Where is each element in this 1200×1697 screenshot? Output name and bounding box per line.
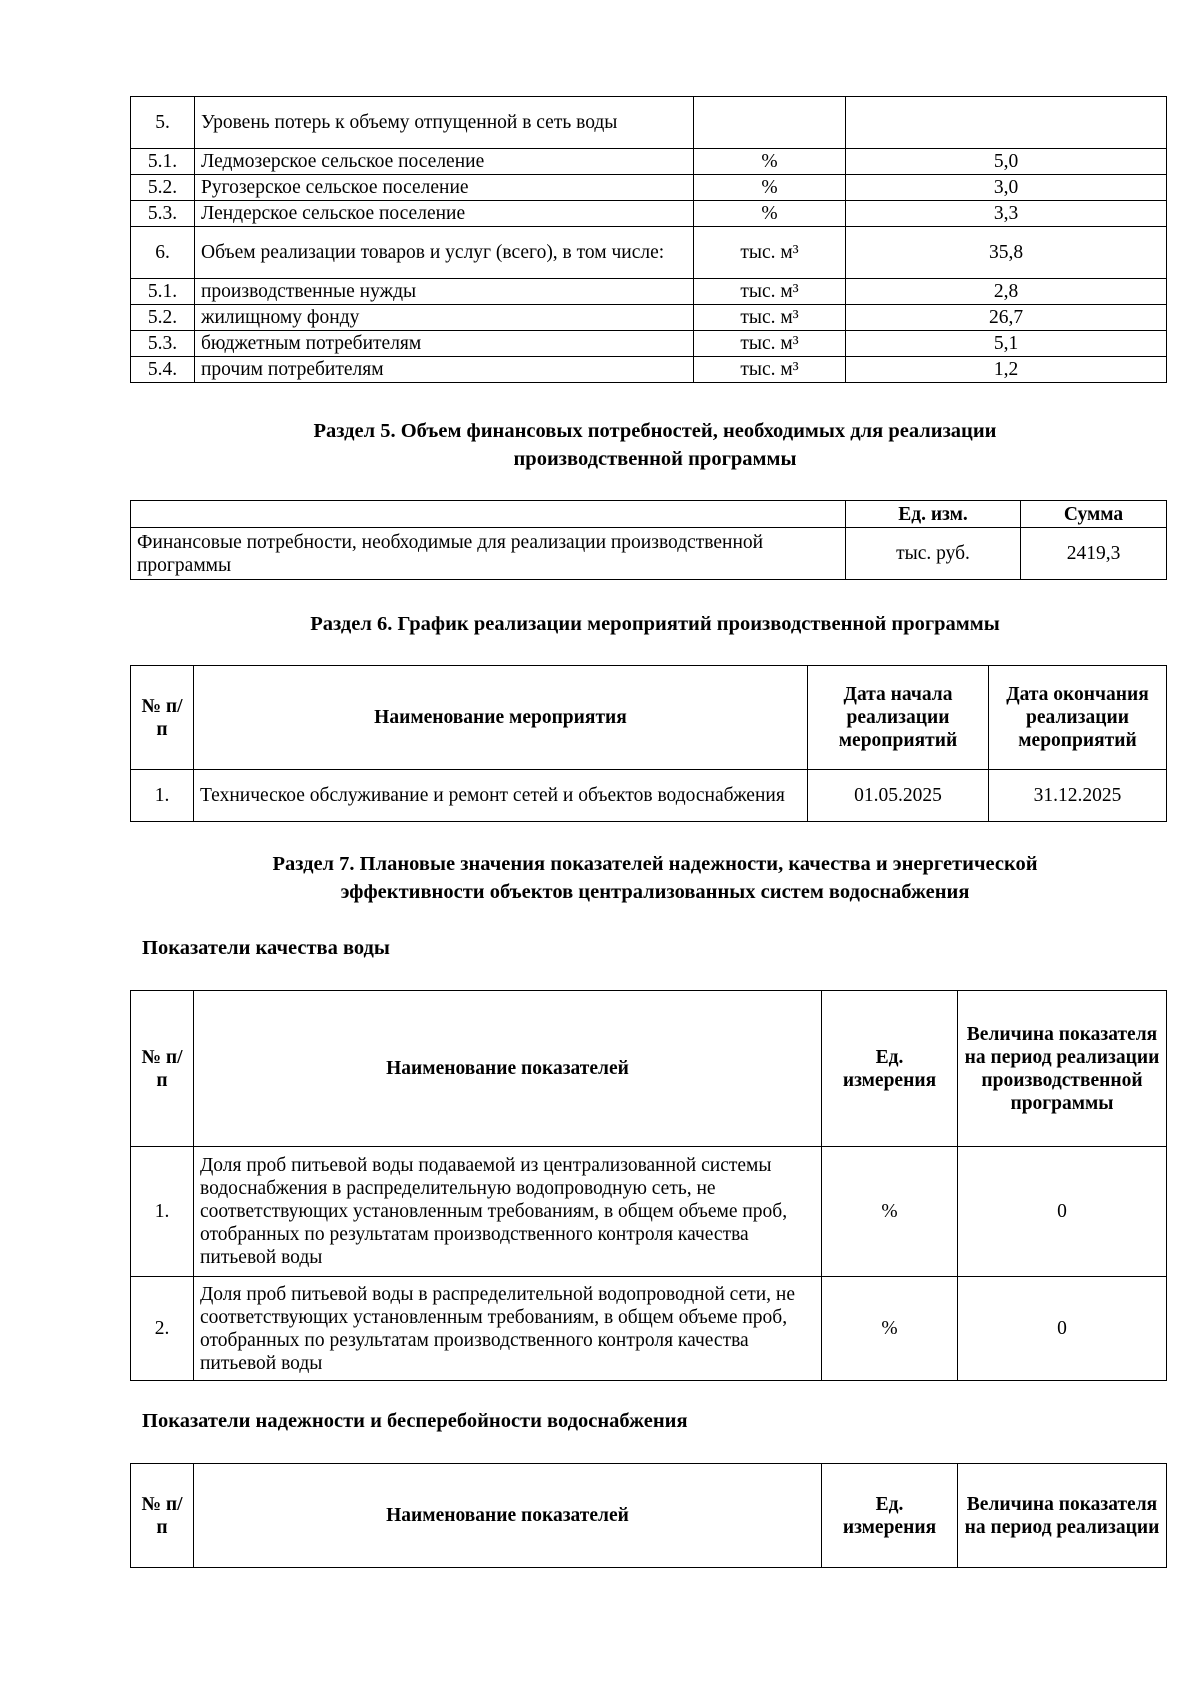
quality-header-num: № п/п [131,991,194,1147]
row-unit: % [694,201,846,227]
quality-header-value: Величина показателя на период реализации производственной программы [958,991,1167,1147]
schedule-header-row [131,666,1167,770]
schedule-header-num: № п/п [131,666,194,770]
row-unit: тыс. м³ [694,227,846,279]
financial-row [131,528,1167,580]
section5-title-line1: Раздел 5. Объем финансовых потребностей, необходимых для реализации [313,420,997,442]
row-unit: тыс. м³ [694,279,846,305]
schedule-header-end: Дата окончания реализации мероприятий [989,666,1167,770]
row-num: 5.3. [131,201,195,227]
row-num: 5.3. [131,331,195,357]
table-row [131,331,1167,357]
section5-title-line2: производственной программы [513,447,797,470]
quality-row [131,1277,1167,1381]
table-row [131,175,1167,201]
section7-title-line1: Раздел 7. Плановые значения показателей надежности, качества и энергетической [272,853,1038,875]
reliability-header-row [131,1464,1167,1568]
quality-row-num: 1. [131,1147,194,1277]
row-unit: % [694,149,846,175]
losses-sales-table [130,96,1167,383]
row-name: Уровень потерь к объему отпущенной в сеть воды [195,97,694,149]
row-name: Объем реализации товаров и услуг (всего), в том числе: [195,227,694,279]
reliability-heading: Показатели надежности и бесперебойности водоснабжения [142,1410,688,1432]
schedule-row [131,770,1167,822]
financial-header-row [131,501,1167,528]
quality-header-unit: Ед. измерения [822,991,958,1147]
row-value: 3,3 [846,201,1167,227]
schedule-header-start: Дата начала реализации мероприятий [808,666,989,770]
reliability-header-name: Наименование показателей [194,1464,822,1568]
row-unit: % [694,175,846,201]
row-value: 2,8 [846,279,1167,305]
table-row [131,97,1167,149]
section6-title [120,611,1190,639]
quality-row [131,1147,1167,1277]
quality-header-name: Наименование показателей [194,991,822,1147]
row-name: прочим потребителям [195,357,694,383]
row-name: Лендерское сельское поселение [195,201,694,227]
row-num: 6. [131,227,195,279]
row-num: 5. [131,97,195,149]
schedule-header-name: Наименование мероприятия [194,666,808,770]
section6-title-text: Раздел 6. График реализации мероприятий производственной программы [310,613,1000,635]
row-value: 5,1 [846,331,1167,357]
row-num: 5.4. [131,357,195,383]
table-row [131,201,1167,227]
row-name: жилищному фонду [195,305,694,331]
quality-header-row [131,991,1167,1147]
quality-row-value: 0 [958,1147,1167,1277]
losses-table-body [131,97,1167,383]
section5-title [120,418,1190,473]
row-unit: тыс. м³ [694,331,846,357]
row-value: 35,8 [846,227,1167,279]
quality-row-unit: % [822,1277,958,1381]
schedule-row-end: 31.12.2025 [989,770,1167,822]
row-num: 5.1. [131,149,195,175]
table-row [131,149,1167,175]
row-value: 3,0 [846,175,1167,201]
quality-row-unit: % [822,1147,958,1277]
row-value: 26,7 [846,305,1167,331]
reliability-header-value: Величина показателя на период реализации [958,1464,1167,1568]
table-row [131,357,1167,383]
quality-row-value: 0 [958,1277,1167,1381]
quality-row-name: Доля проб питьевой воды в распределительной водопроводной сети, не соответствующих установленным требованиям, в общем объеме проб, отобранных по результатам производственного контроля качества питьевой воды [194,1277,822,1381]
row-num: 5.2. [131,175,195,201]
schedule-table [130,665,1167,822]
quality-row-name: Доля проб питьевой воды подаваемой из централизованной системы водоснабжения в распределительную водопроводную сеть, не соответствующих установленным требованиям, в общем объеме проб, отобранных по результатам производственного контроля качества питьевой воды [194,1147,822,1277]
quality-table [130,990,1167,1381]
row-name: Ледмозерское сельское поселение [195,149,694,175]
row-value [846,97,1167,149]
schedule-row-name: Техническое обслуживание и ремонт сетей и объектов водоснабжения [194,770,808,822]
row-name: Ругозерское сельское поселение [195,175,694,201]
financial-header-unit: Ед. изм. [846,501,1021,528]
schedule-row-start: 01.05.2025 [808,770,989,822]
row-unit: тыс. м³ [694,305,846,331]
financial-row-unit: тыс. руб. [846,528,1021,580]
row-value: 5,0 [846,149,1167,175]
section7-title-line2: эффективности объектов централизованных систем водоснабжения [340,880,970,903]
reliability-header-unit: Ед. измерения [822,1464,958,1568]
financial-header-empty [131,501,846,528]
row-name: бюджетным потребителям [195,331,694,357]
row-value: 1,2 [846,357,1167,383]
table-row [131,279,1167,305]
table-row [131,227,1167,279]
reliability-table [130,1463,1167,1568]
reliability-header-num: № п/п [131,1464,194,1568]
row-unit: тыс. м³ [694,357,846,383]
table-row [131,305,1167,331]
section7-title [120,851,1190,906]
row-unit [694,97,846,149]
financial-header-sum: Сумма [1021,501,1167,528]
row-num: 5.2. [131,305,195,331]
quality-row-num: 2. [131,1277,194,1381]
quality-heading: Показатели качества воды [142,937,390,959]
financial-needs-table [130,500,1167,580]
schedule-row-num: 1. [131,770,194,822]
financial-row-name: Финансовые потребности, необходимые для реализации производственной программы [131,528,846,580]
row-name: производственные нужды [195,279,694,305]
row-num: 5.1. [131,279,195,305]
financial-row-sum: 2419,3 [1021,528,1167,580]
